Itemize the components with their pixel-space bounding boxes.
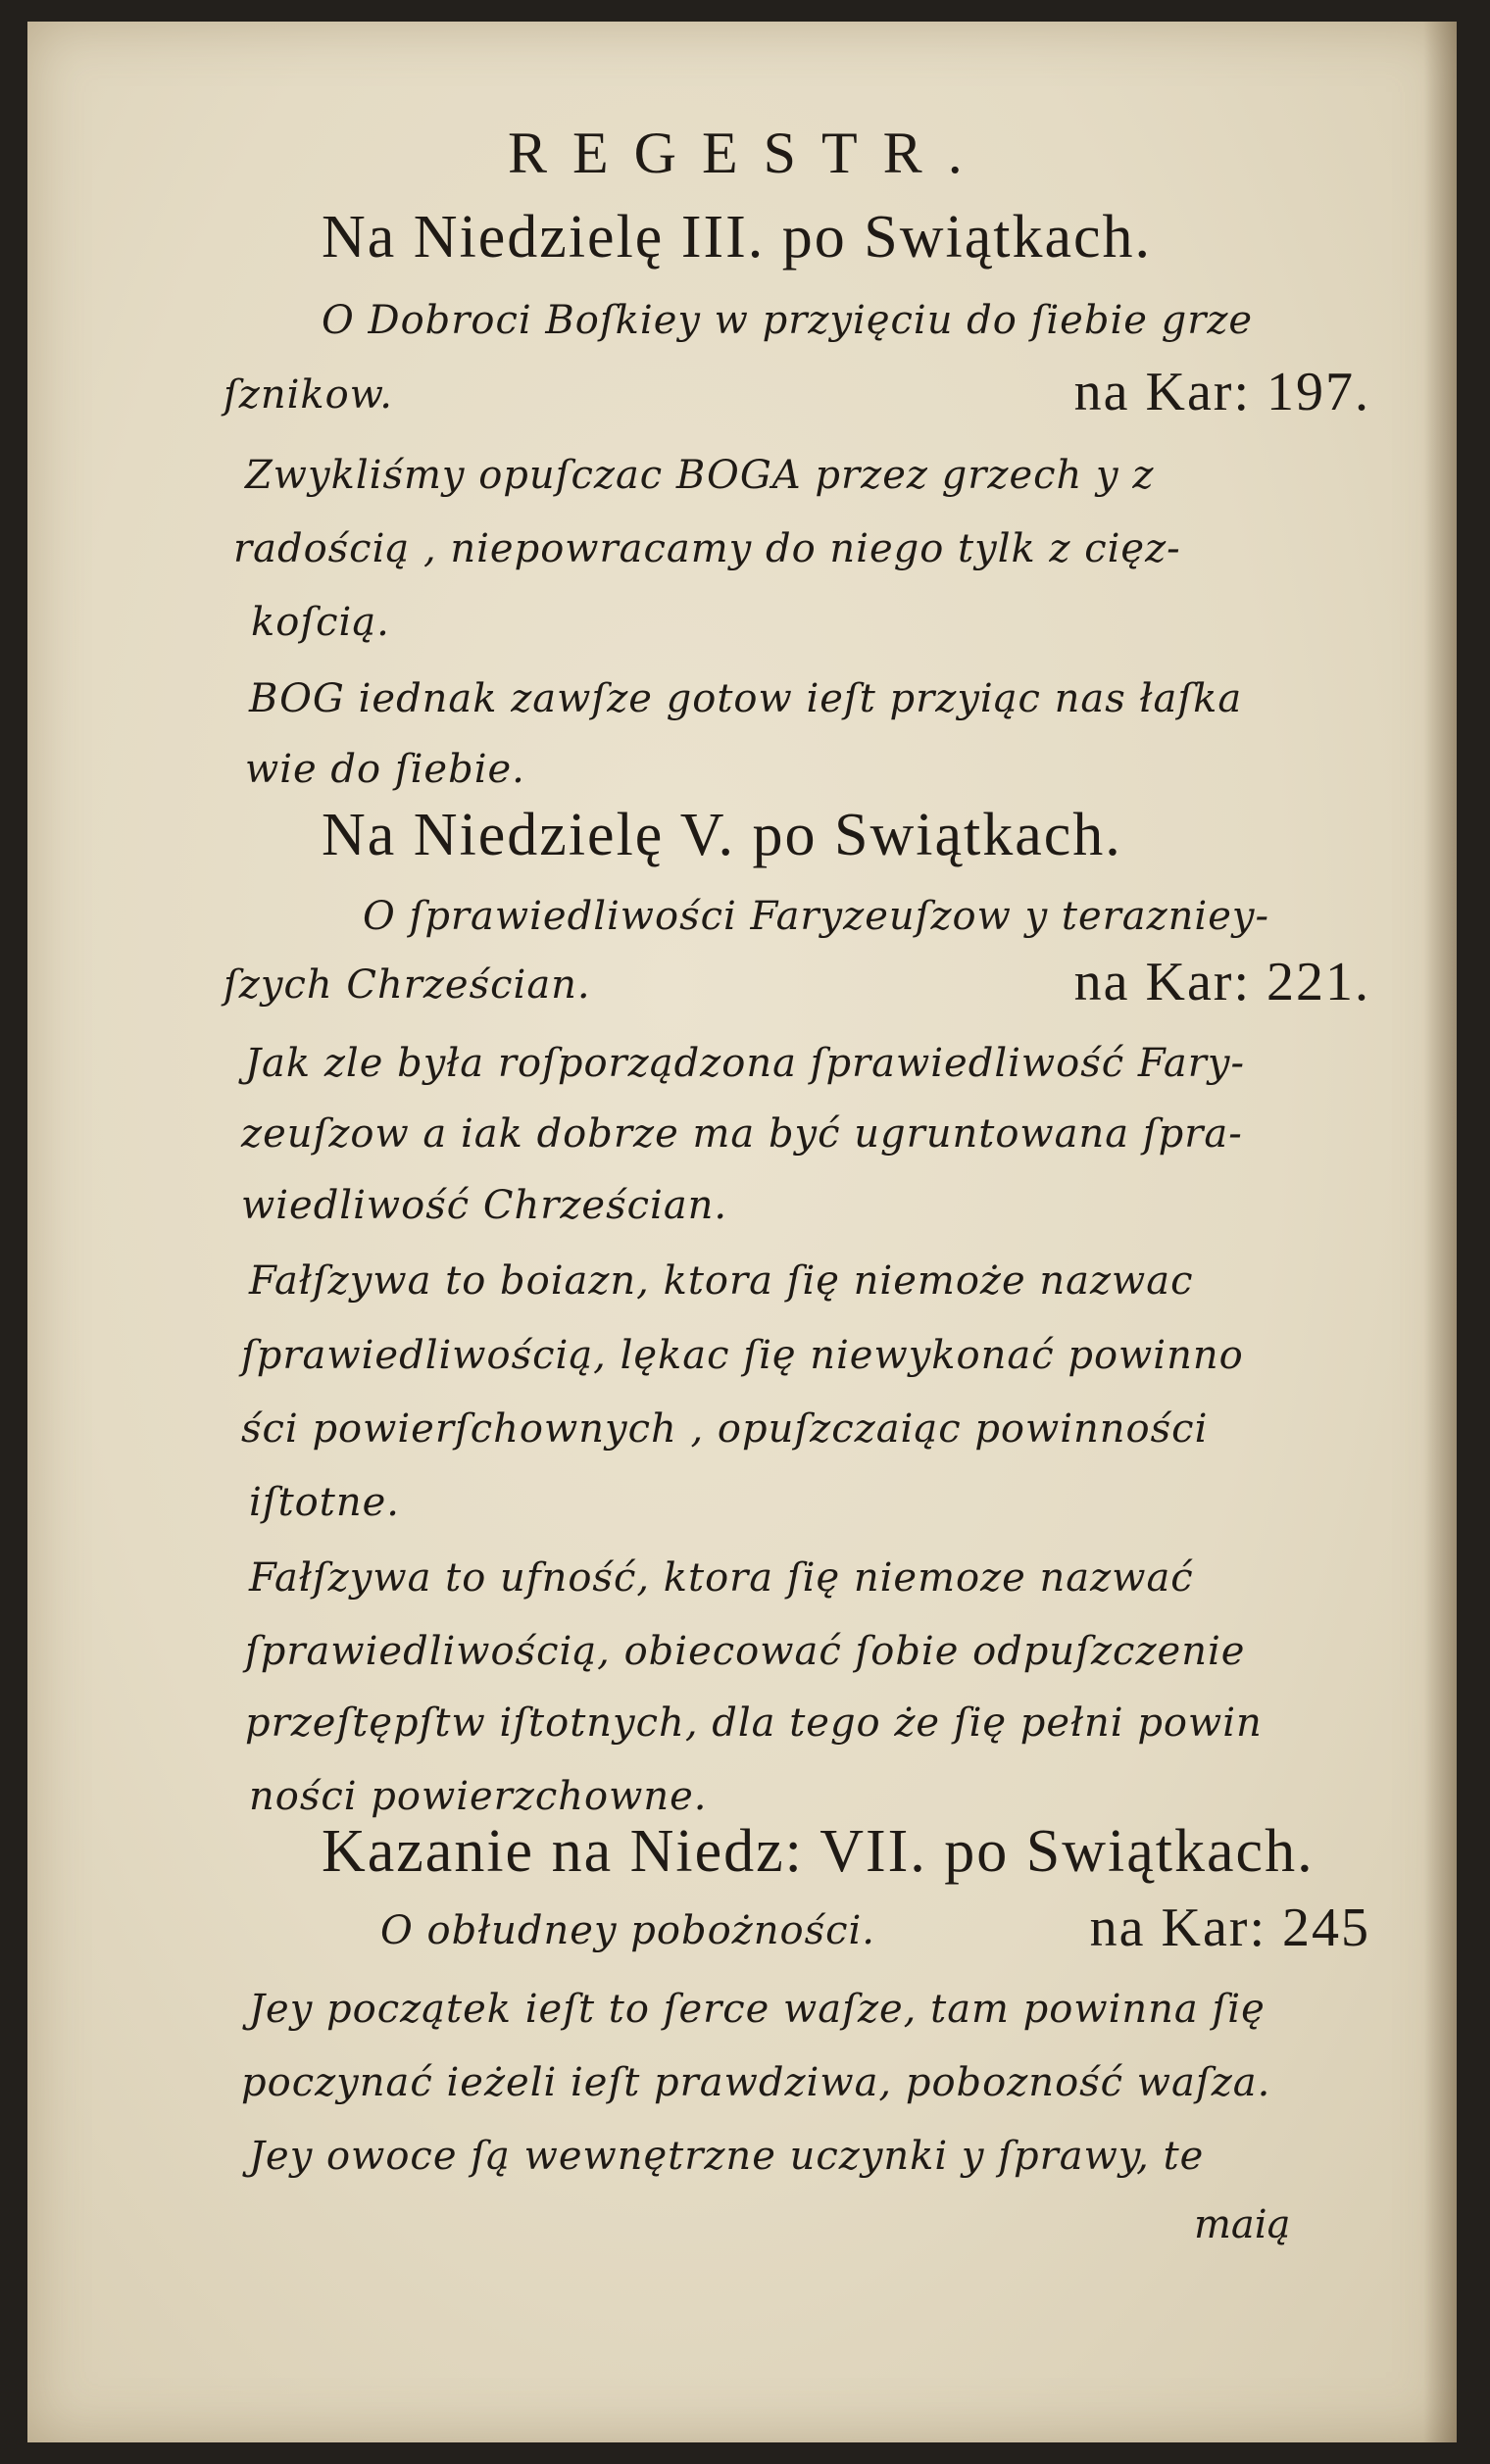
page-reference: na Kar: 197. — [1073, 362, 1370, 422]
point-line: poczynać ieżeli ieſt prawdziwa, pobozność waſza. — [241, 2060, 1271, 2105]
section-topic: O ſprawiedliwości Faryzeuſzow y terazniey- — [363, 894, 1270, 939]
point-line: koſcią. — [251, 600, 390, 645]
point-line: Zwykliśmy opuſczac BOGA przez grzech y z — [245, 453, 1155, 498]
point-line: ności powierzchowne. — [249, 1774, 708, 1819]
topic-line-with-ref — [380, 1897, 1370, 1958]
section-heading: Na Niedzielę V. po Swiątkach. — [322, 802, 1122, 868]
point-line: Jey początek ieſt to ſerce waſze, tam powinna ſię — [249, 1987, 1266, 2032]
topic-line-with-ref — [224, 952, 1370, 1012]
point-line: Fałſzywa to ufność, ktora ſię niemoze nazwać — [249, 1555, 1194, 1601]
catchword: maią — [1194, 2202, 1291, 2247]
point-line: wiedliwość Chrześcian. — [241, 1183, 728, 1228]
point-line: Jak zle była roſporządzona ſprawiedliwość Fary- — [245, 1041, 1246, 1086]
point-line: radością , niepowracamy do niego tylk z cięz- — [233, 526, 1181, 571]
page-reference: na Kar: 221. — [1073, 952, 1370, 1012]
section-topic: ſzych Chrześcian. — [224, 962, 591, 1008]
section-heading: Kazanie na Niedz: VII. po Swiątkach. — [322, 1818, 1315, 1885]
page-reference: na Kar: 245 — [1089, 1897, 1370, 1958]
topic-line-with-ref — [224, 362, 1370, 422]
point-line: zeuſzow a iak dobrze ma być ugruntowana ſpra- — [241, 1111, 1243, 1157]
point-line: Jey owoce ſą wewnętrzne uczynki y ſprawy, te — [249, 2134, 1205, 2179]
point-line: wie do ſiebie. — [245, 747, 525, 792]
point-line: Fałſzywa to boiazn, ktora ſię niemoże nazwac — [249, 1258, 1194, 1304]
section-topic: ſznikow. — [224, 372, 393, 418]
point-line: BOG iednak zawſze gotow ieſt przyiąc nas łaſka — [249, 676, 1243, 721]
point-line: ſprawiedliwością, obiecować ſobie odpuſzczenie — [245, 1629, 1246, 1674]
book-page — [27, 22, 1457, 2442]
section-topic: O obłudney pobożności. — [380, 1908, 876, 1953]
point-line: przeſtępſtw iſtotnych, dla tego że ſię pełni powin — [245, 1700, 1263, 1746]
point-line: iſtotne. — [249, 1480, 400, 1525]
section-heading: Na Niedzielę III. po Swiątkach. — [322, 204, 1153, 271]
page-title: REGESTR. — [508, 121, 988, 185]
section-topic: O Dobroci Boſkiey w przyięciu do ſiebie grze — [322, 298, 1254, 343]
point-line: ści powierſchownych , opuſzczaiąc powinności — [241, 1406, 1209, 1452]
point-line: ſprawiedliwością, lękac ſię niewykonać powinno — [241, 1333, 1244, 1378]
